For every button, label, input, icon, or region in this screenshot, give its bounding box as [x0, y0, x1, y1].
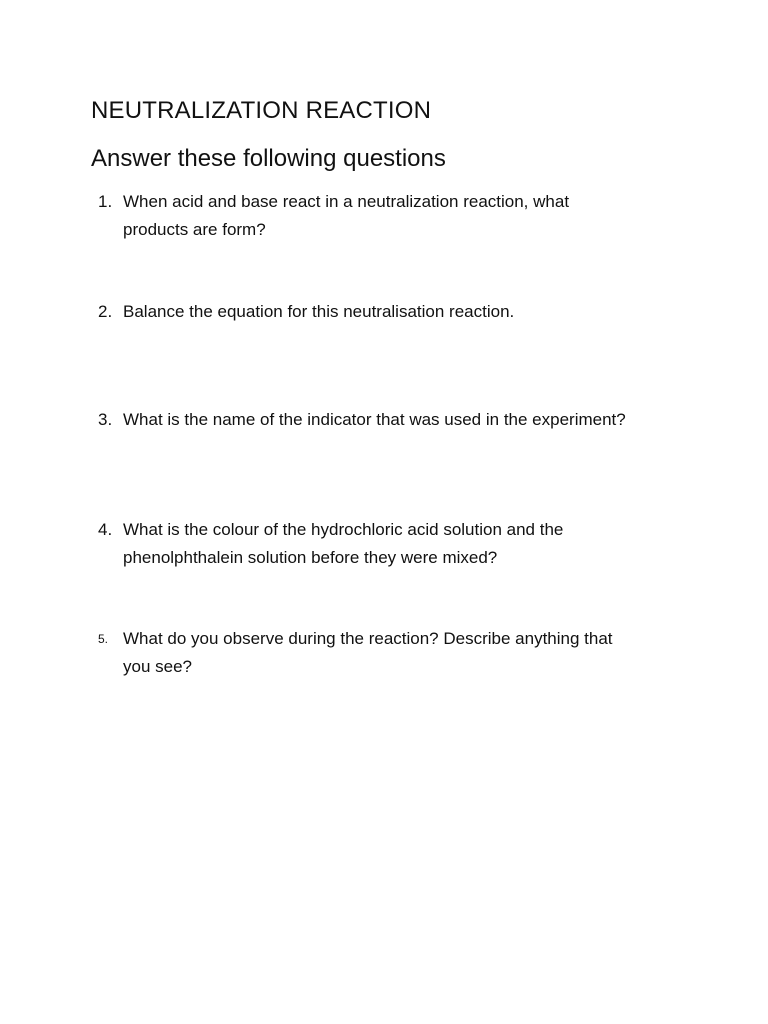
question-text: [123, 298, 698, 326]
page-subtitle: Answer these following questions: [91, 145, 446, 172]
question-3: [98, 406, 698, 434]
question-line: What do you observe during the reaction? Describe anything that: [123, 629, 613, 648]
question-line: you see?: [123, 657, 192, 676]
question-text: [123, 625, 698, 681]
question-number: 5.: [98, 632, 109, 646]
question-4: [98, 516, 698, 572]
question-text: [123, 516, 698, 572]
question-2: [98, 298, 698, 326]
question-text: [123, 406, 698, 434]
question-number: 3.: [98, 410, 113, 429]
question-line: Balance the equation for this neutralisation reaction.: [123, 302, 515, 321]
question-5: [98, 625, 698, 681]
question-line: What is the colour of the hydrochloric acid solution and the: [123, 520, 564, 539]
question-1: [98, 188, 698, 244]
question-number: 4.: [98, 520, 113, 539]
question-line: products are form?: [123, 220, 266, 239]
question-number: 2.: [98, 302, 113, 321]
question-text: [123, 188, 698, 244]
question-line: When acid and base react in a neutralization reaction, what: [123, 192, 570, 211]
question-line: phenolphthalein solution before they were mixed?: [123, 548, 498, 567]
question-line: What is the name of the indicator that was used in the experiment?: [123, 410, 626, 429]
page-title: NEUTRALIZATION REACTION: [91, 97, 432, 124]
question-number: 1.: [98, 192, 113, 211]
